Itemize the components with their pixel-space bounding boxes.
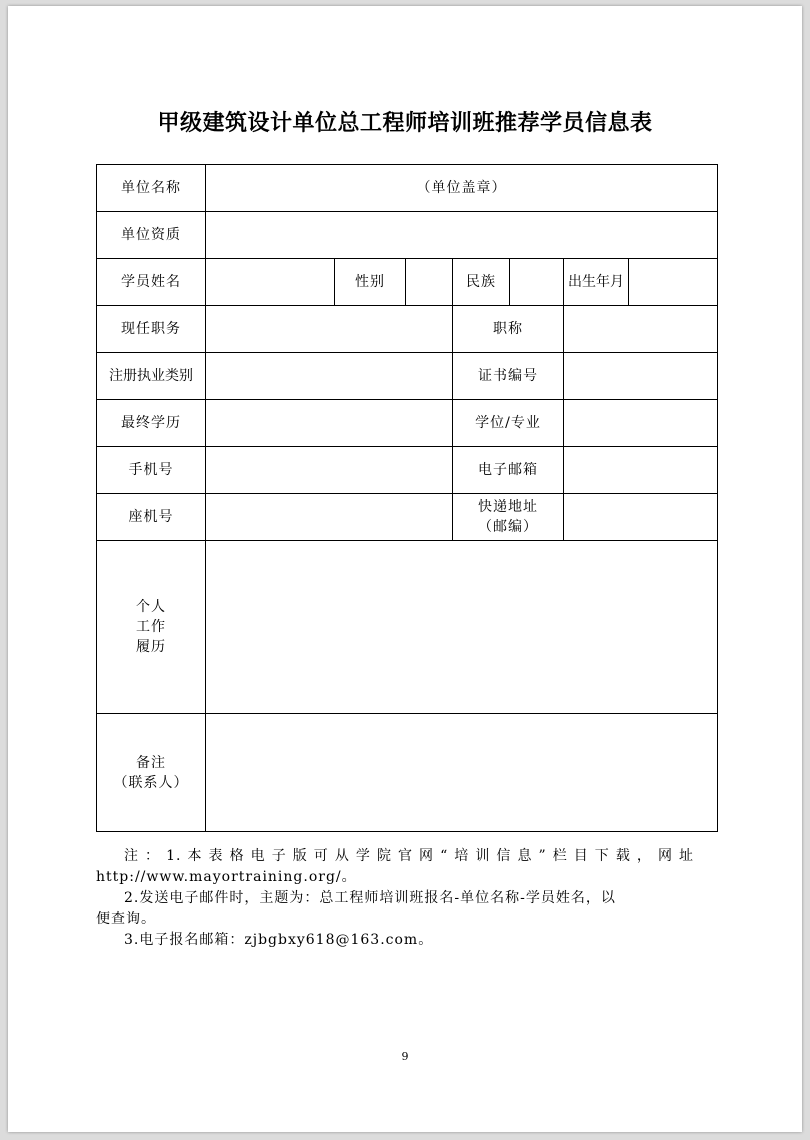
landline-field[interactable] bbox=[206, 494, 453, 541]
resume-field[interactable] bbox=[206, 541, 718, 714]
form-notes bbox=[96, 846, 694, 951]
note-2-line2: 便查询。 bbox=[96, 911, 156, 927]
title-label: 职称 bbox=[453, 306, 564, 353]
unit-qualification-label: 单位资质 bbox=[97, 212, 206, 259]
position-label: 现任职务 bbox=[97, 306, 206, 353]
email-field[interactable] bbox=[564, 447, 718, 494]
ethnicity-field[interactable] bbox=[510, 259, 564, 306]
note-3: 3.电子报名邮箱：zjbgbxy618@163.com。 bbox=[124, 932, 434, 948]
student-name-field[interactable] bbox=[206, 259, 335, 306]
student-name-label: 学员姓名 bbox=[97, 259, 206, 306]
address-label-line2: （邮编） bbox=[478, 519, 538, 535]
note-2-line1: 2.发送电子邮件时，主题为：总工程师培训班报名-单位名称-学员姓名，以 bbox=[124, 890, 616, 906]
remarks-field[interactable] bbox=[206, 714, 718, 832]
unit-qualification-field[interactable] bbox=[206, 212, 718, 259]
education-label: 最终学历 bbox=[97, 400, 206, 447]
resume-label-line3: 履历 bbox=[136, 639, 166, 655]
resume-label-line2: 工作 bbox=[136, 619, 166, 635]
address-label-line1: 快递地址 bbox=[478, 499, 538, 515]
remarks-label-line2: （联系人） bbox=[113, 774, 189, 791]
birth-field[interactable] bbox=[629, 259, 718, 306]
cert-no-field[interactable] bbox=[564, 353, 718, 400]
degree-label: 学位/专业 bbox=[453, 400, 564, 447]
degree-field[interactable] bbox=[564, 400, 718, 447]
remarks-label-line1: 备注 bbox=[136, 754, 166, 771]
title-field[interactable] bbox=[564, 306, 718, 353]
form-title: 甲级建筑设计单位总工程师培训班推荐学员信息表 bbox=[157, 111, 653, 136]
mobile-field[interactable] bbox=[206, 447, 453, 494]
remarks-label bbox=[97, 714, 206, 832]
landline-label: 座机号 bbox=[97, 494, 206, 541]
unit-name-label: 单位名称 bbox=[97, 165, 206, 212]
address-label bbox=[453, 494, 564, 541]
student-info-form bbox=[96, 164, 718, 832]
page-number: 9 bbox=[401, 1050, 409, 1063]
resume-label-line1: 个人 bbox=[136, 599, 166, 615]
birth-label: 出生年月 bbox=[564, 259, 629, 306]
gender-field[interactable] bbox=[406, 259, 453, 306]
ethnicity-label: 民族 bbox=[453, 259, 510, 306]
registration-field[interactable] bbox=[206, 353, 453, 400]
note-1-url: http://www.mayortraining.org/。 bbox=[96, 869, 357, 885]
note-1-line1: 注：1.本表格电子版可从学院官网“培训信息”栏目下载，网址 bbox=[124, 848, 694, 864]
email-label: 电子邮箱 bbox=[453, 447, 564, 494]
education-field[interactable] bbox=[206, 400, 453, 447]
mobile-label: 手机号 bbox=[97, 447, 206, 494]
address-field[interactable] bbox=[564, 494, 718, 541]
position-field[interactable] bbox=[206, 306, 453, 353]
registration-label: 注册执业类别 bbox=[97, 353, 206, 400]
gender-label: 性别 bbox=[335, 259, 406, 306]
cert-no-label: 证书编号 bbox=[453, 353, 564, 400]
resume-label bbox=[97, 541, 206, 714]
unit-name-field[interactable]: （单位盖章） bbox=[206, 165, 718, 212]
